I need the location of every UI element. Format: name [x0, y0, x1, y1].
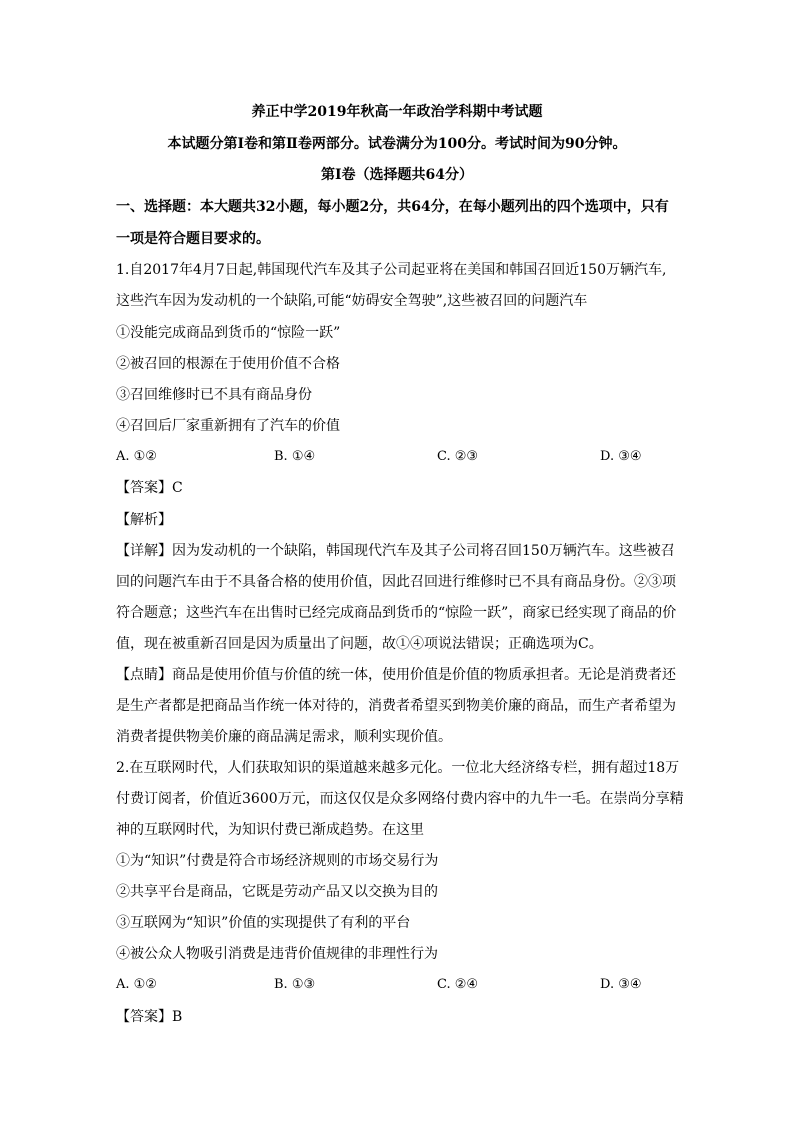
q1-answer: 【答案】C — [116, 480, 183, 496]
q2-option-a: A. ①② — [116, 977, 157, 992]
q1-stem-line1: 1.自2017年4月7日起,韩国现代汽车及其子公司起亚将在美国和韩国召回近150万辆汽车, — [116, 262, 667, 278]
q1-detail-line3: 符合题意；这些汽车在出售时已经完成商品到货币的“惊险一跃”，商家已经实现了商品的价 — [116, 605, 677, 621]
q1-option-b: B. ①④ — [274, 449, 316, 464]
q2-stem-line1: 2.在互联网时代，人们获取知识的渠道越来越多元化。一位北大经济络专栏，拥有超过18万 — [116, 760, 680, 776]
q1-point-line1: 【点睛】商品是使用价值与价值的统一体，使用价值是价值的物质承担者。无论是消费者还 — [116, 667, 676, 683]
section-heading-line2: 一项是符合题目要求的。 — [116, 231, 270, 247]
section-heading-line1: 一、选择题：本大题共32小题，每小题2分，共64分，在每小题列出的四个选项中，只有 — [116, 199, 669, 215]
q1-point-line3: 消费者提供物美价廉的商品满足需求，顺利实现价值。 — [116, 729, 452, 745]
q2-stem-line2: 付费订阅者，价值近3600万元，而这仅仅是众多网络付费内容中的九牛一毛。在崇尚分享精 — [116, 791, 684, 807]
q1-analysis-label: 【解析】 — [116, 512, 172, 528]
q2-option-c: C. ②④ — [437, 977, 479, 992]
q2-statement-3: ③互联网为“知识”价值的实现提供了有利的平台 — [116, 915, 411, 931]
q1-option-a: A. ①② — [116, 449, 157, 464]
q1-statement-4: ④召回后厂家重新拥有了汽车的价值 — [116, 418, 340, 434]
q2-option-d: D. ③④ — [600, 977, 642, 992]
q1-option-d: D. ③④ — [600, 449, 642, 464]
q1-statement-1: ①没能完成商品到货币的“惊险一跃” — [116, 325, 341, 341]
q1-detail-line1: 【详解】因为发动机的一个缺陷，韩国现代汽车及其子公司将召回150万辆汽车。这些被召 — [116, 543, 675, 559]
exam-subtitle: 本试题分第Ⅰ卷和第Ⅱ卷两部分。试卷满分为100分。考试时间为90分钟。 — [167, 136, 627, 152]
q1-option-c: C. ②③ — [437, 449, 479, 464]
q1-detail-line4: 值，现在被重新召回是因为质量出了问题，故①④项说法错误；正确选项为C。 — [116, 636, 603, 652]
q2-statement-4: ④被公众人物吸引消费是违背价值规律的非理性行为 — [116, 946, 438, 962]
q2-stem-line3: 神的互联网时代，为知识付费已渐成趋势。在这里 — [116, 822, 424, 838]
q2-statement-1: ①为“知识”付费是符合市场经济规则的市场交易行为 — [116, 853, 439, 869]
q2-option-b: B. ①③ — [274, 977, 316, 992]
q1-statement-3: ③召回维修时已不具有商品身份 — [116, 387, 312, 403]
q2-statement-2: ②共享平台是商品，它既是劳动产品又以交换为目的 — [116, 884, 438, 900]
q2-answer: 【答案】B — [116, 1009, 183, 1025]
q1-point-line2: 是生产者都是把商品当作统一体对待的，消费者希望买到物美价廉的商品，而生产者希望为 — [116, 698, 676, 714]
q1-stem-line2: 这些汽车因为发动机的一个缺陷,可能“妨碍安全驾驶”,这些被召回的问题汽车 — [116, 293, 588, 309]
q1-statement-2: ②被召回的根源在于使用价值不合格 — [116, 356, 340, 372]
exam-title: 养正中学2019年秋高一年政治学科期中考试题 — [251, 104, 543, 120]
part-title: 第Ⅰ卷（选择题共64分） — [320, 167, 474, 183]
q1-detail-line2: 回的问题汽车由于不具备合格的使用价值，因此召回进行维修时已不具有商品身份。②③项 — [116, 574, 676, 590]
